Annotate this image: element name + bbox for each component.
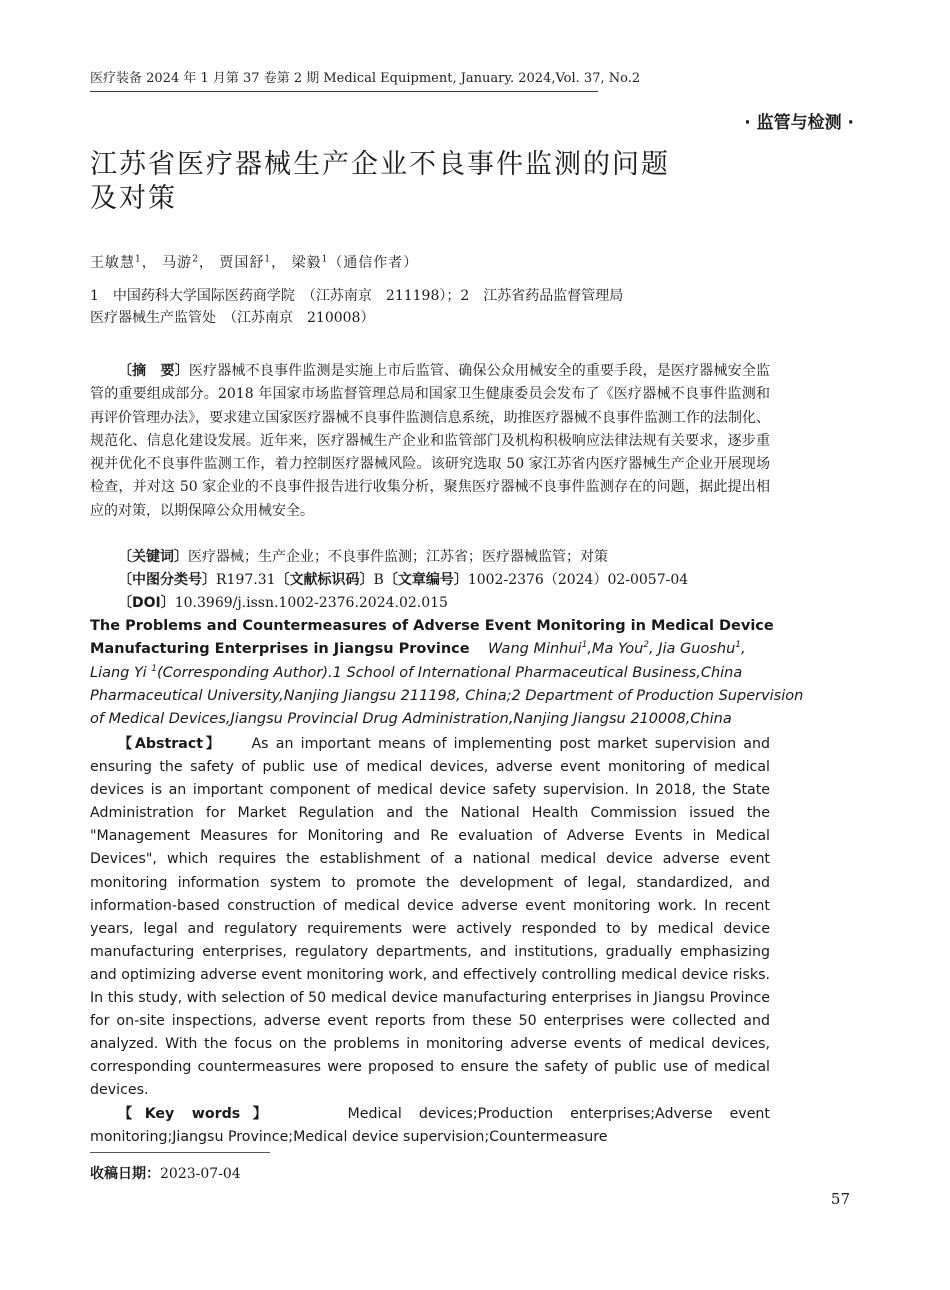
abstract-cn-label: 〔摘 要〕 xyxy=(118,363,189,379)
author-list xyxy=(90,252,418,272)
abstract-chinese xyxy=(90,360,770,523)
author-name: 贾国舒 xyxy=(219,255,265,271)
author-name: 梁毅 xyxy=(291,255,322,271)
author-name: 王敏慧 xyxy=(90,255,135,271)
affiliation-line-1: 1 中国药科大学国际医药商学院 （江苏南京 211198）；2 江苏省药品监督管理局 xyxy=(90,288,624,304)
doc-code-value: B xyxy=(373,572,384,588)
keywords-en-label: 【Key words】 xyxy=(118,1106,280,1122)
abstract-en-text: As an important means of implementing post market supervision and ensuring the safety of public use of medical devices, adverse event monitoring of medical devices is an important component of medical device safety supervision. In 2018, the State Administration for Market Regulation and the National Health Commission issued the "Management Measures for Monitoring and Re evaluation of Adverse Events in Medical Devices", which requires the establishment of a national medical device adverse event monitoring information system to promote the development of legal, standardized, and information-based construction of medical device adverse event monitoring work. In recent years, legal and regulatory requirements were actively responded to by medical device manufacturing enterprises, regulatory departments, and institutions, gradually emphasizing and optimizing adverse event monitoring work, and effectively controlling medical device risks. In this study, with selection of 50 medical device manufacturing enterprises in Jiangsu Province for on-site inspections, adverse event reports from these 50 enterprises were collected and analyzed. With the focus on the problems in monitoring adverse events of medical devices, corresponding countermeasures were proposed to ensure the safety of public use of medical devices. xyxy=(90,736,770,1099)
section-tag: · 监管与检测 · xyxy=(744,113,854,133)
abstract-english xyxy=(90,733,770,1103)
english-author-affil: 1 xyxy=(581,640,588,651)
english-affil-text: (Corresponding Author).1 School of International Pharmaceutical Business,China xyxy=(156,664,743,681)
doi-value: 10.3969/j.issn.1002-2376.2024.02.015 xyxy=(174,595,448,611)
english-author-affil: 2 xyxy=(643,640,650,651)
english-affil-line-3: of Medical Devices,Jiangsu Provincial Drug Administration,Nanjing Jiangsu 210008,China xyxy=(90,711,732,728)
author-affil: 1 xyxy=(264,254,272,265)
doc-code-label: 〔文献标识码〕 xyxy=(275,572,374,588)
author-affil: 1 xyxy=(321,254,329,265)
english-title-line-2 xyxy=(90,638,770,661)
abstract-en-label: 【Abstract】 xyxy=(118,736,223,752)
page-number: 57 xyxy=(830,1190,850,1208)
author-sep: ， xyxy=(198,255,214,271)
affiliations xyxy=(90,285,770,329)
running-header: 医疗装备 2024 年 1 月第 37 卷第 2 期 Medical Equipment, January. 2024,Vol. 37, No.2 xyxy=(90,70,598,92)
received-date-line xyxy=(90,1163,241,1183)
english-author: Liang Yi xyxy=(90,664,147,681)
author-sep: ， xyxy=(141,255,157,271)
english-author: , Jia Guoshu xyxy=(649,641,736,658)
keywords-cn-label: 〔关键词〕 xyxy=(118,549,188,565)
author-sep: （通信作者） xyxy=(328,255,419,271)
article-title xyxy=(90,148,790,216)
article-no-value: 1002-2376（2024）02-0057-04 xyxy=(467,572,689,588)
english-author: ,Ma You xyxy=(587,641,644,658)
author-sep: ， xyxy=(271,255,287,271)
author-name: 马游 xyxy=(162,255,193,271)
english-author-affil: 1 xyxy=(735,640,741,651)
keywords-english xyxy=(90,1103,770,1149)
author-affil: 1 xyxy=(135,254,142,265)
english-author-sep: , xyxy=(741,641,746,658)
english-author: Wang Minhui xyxy=(488,641,582,658)
english-author-affil: 1 xyxy=(151,663,157,674)
affiliation-line-2: 医疗器械生产监管处 （江苏南京 210008） xyxy=(90,310,375,326)
title-line-1: 江苏省医疗器械生产企业不良事件监测的问题 xyxy=(90,149,670,180)
received-date: 2023-07-04 xyxy=(160,1166,241,1182)
received-label: 收稿日期： xyxy=(90,1166,160,1182)
keywords-chinese xyxy=(118,546,608,569)
doi-line xyxy=(118,592,448,615)
classification-line xyxy=(118,569,688,592)
clc-label: 〔中图分类号〕 xyxy=(118,572,216,588)
author-affil: 2 xyxy=(192,254,199,265)
doi-label: 〔DOI〕 xyxy=(118,595,175,611)
abstract-cn-text: 医疗器械不良事件监测是实施上市后监管、确保公众用械安全的重要手段，是医疗器械安全监管的重要组成部分。2018 年国家市场监督管理总局和国家卫生健康委员会发布了《医疗器械不良事件监测和再评价管理办法》，要求建立国家医疗器械不良事件监测信息系统，助推医疗器械不良事件监测工作的法制化、规范化、信息化建设发展。近年来，医疗器械生产企业和监管部门及机构积极响应法律法规有关要求，逐步重视并优化不良事件监测工作，着力控制医疗器械风险。该研究选取 50 家江苏省内医疗器械生产企业开展现场检查，并对这 50 家企业的不良事件报告进行收集分析，聚焦医疗器械不良事件监测存在的问题，据此提出相应的对策，以期保障公众用械安全。 xyxy=(90,363,770,519)
keywords-cn-text: 医疗器械；生产企业；不良事件监测；江苏省；医疗器械监管；对策 xyxy=(188,549,608,565)
english-title-part-2: Manufacturing Enterprises in Jiangsu Province xyxy=(90,641,470,658)
english-title-line-1: The Problems and Countermeasures of Adverse Event Monitoring in Medical Device xyxy=(90,618,774,634)
keywords-en-text: Medical devices;Production enterprises;Adverse event monitoring;Jiangsu Province;Medical device supervision;Countermeasure xyxy=(90,1106,770,1146)
article-no-label: 〔文章编号〕 xyxy=(383,572,468,588)
title-line-2: 及对策 xyxy=(90,183,177,214)
english-affil-line-1 xyxy=(90,662,770,685)
clc-value: R197.31 xyxy=(216,572,276,588)
english-title-block xyxy=(90,615,804,731)
footnote-divider xyxy=(90,1152,270,1153)
english-affil-line-2: Pharmaceutical University,Nanjing Jiangsu 211198, China;2 Department of Production Supervision xyxy=(90,687,804,704)
